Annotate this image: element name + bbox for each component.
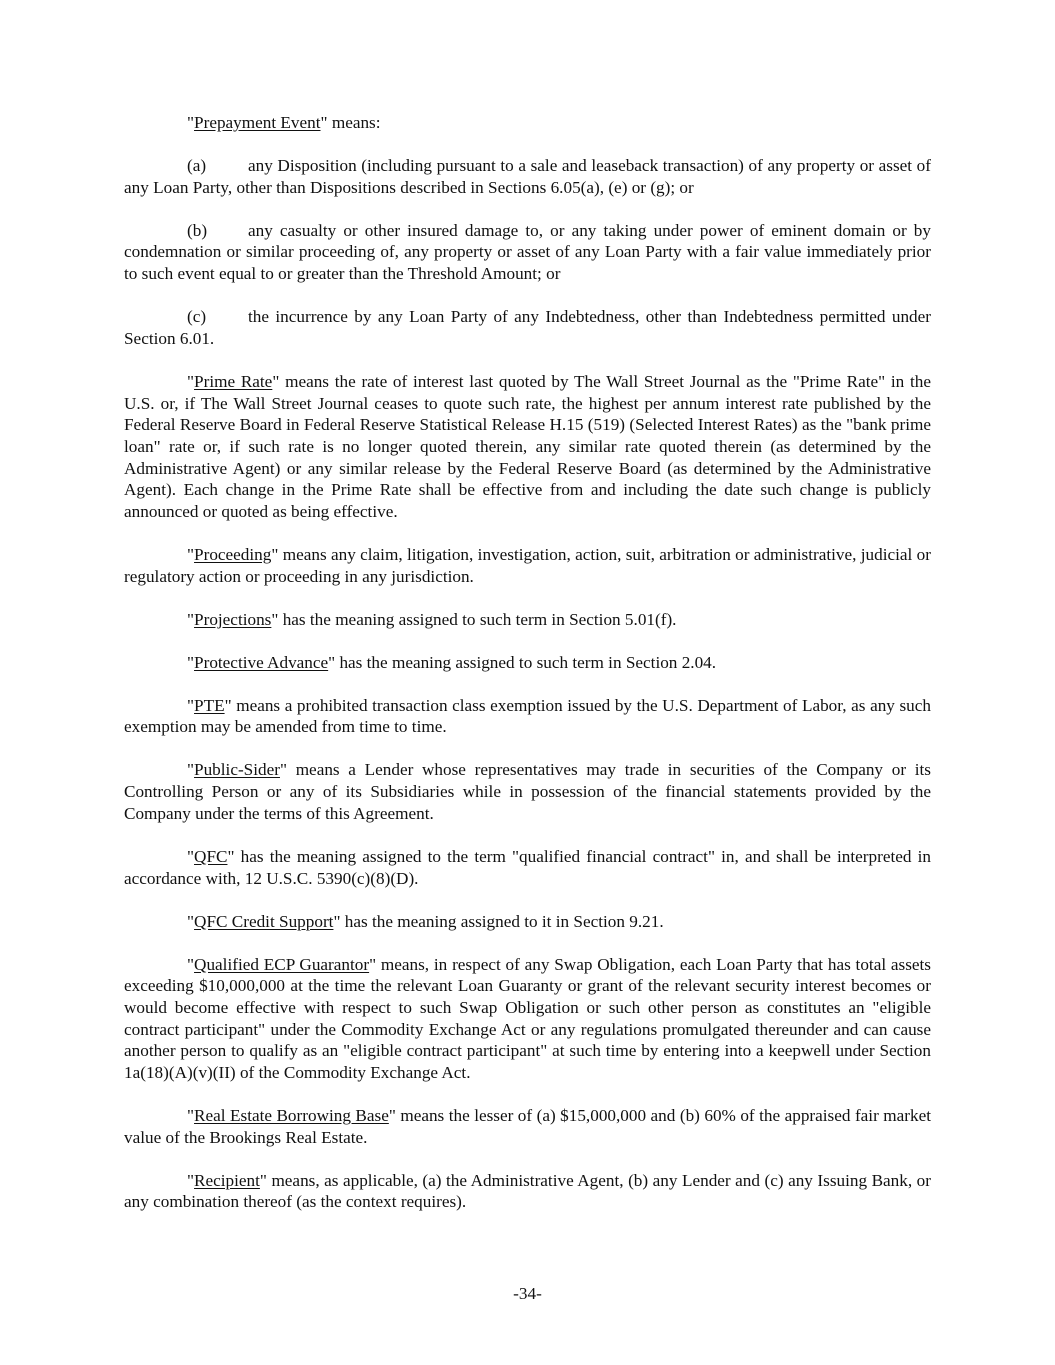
page-number: -34- bbox=[513, 1284, 542, 1303]
defined-term: Protective Advance bbox=[194, 652, 329, 672]
defined-term: Projections bbox=[194, 609, 272, 629]
definition-protective-advance: "Protective Advance" has the meaning assigned to such term in Section 2.04. bbox=[187, 652, 717, 672]
definition-qfc: "QFC" has the meaning assigned to the term "qualified financial contract" in, and shall be interpreted in accordance with, 12 U.S.C. 5390(c)(8)(D). bbox=[124, 846, 931, 888]
definition-qualified-ecp-guarantor: "Qualified ECP Guarantor" means, in respect of any Swap Obligation, each Loan Party that has total assets exceeding $10,000,000 at the time the relevant Loan Guaranty or grant of the relevant security interest becomes or would become effective with respect to such Swap Obligation or such other person as constitutes an "eligible contract participant" under the Commodity Exchange Act or any regulations promulgated thereunder and can cause another person to qualify as an "eligible contract participant" at such time by entering into a keepwell under Section 1a(18)(A)(v)(II) of the Commodity Exchange Act. bbox=[124, 954, 931, 1083]
prepayment-clause-b: (b) any casualty or other insured damage to, or any taking under power of eminent domain or by condemnation or similar proceeding of, any property or asset of any Loan Party with a fair value immediately prior to such event equal to or greater than the Threshold Amount; or bbox=[124, 220, 931, 284]
definition-prime-rate: "Prime Rate" means the rate of interest last quoted by The Wall Street Journal as the "Prime Rate" in the U.S. or, if The Wall Street Journal ceases to quote such rate, the highest per annum interest rate published by the Federal Reserve Board in Federal Reserve Statistical Release H.15 (519) (Selected Interest Rates) as the "bank prime loan" rate or, if such rate is no longer quoted therein, any similar rate quoted therein (as determined by the Administrative Agent) or any similar release by the Federal Reserve Board (as determined by the Administrative Agent). Each change in the Prime Rate shall be effective from and including the date such change is publicly announced or quoted as being effective. bbox=[124, 371, 931, 522]
defined-term: QFC Credit Support bbox=[194, 911, 334, 931]
defined-term: QFC bbox=[194, 846, 228, 866]
definition-prepayment-event: "Prepayment Event" means: bbox=[187, 113, 381, 132]
defined-term: Public-Sider bbox=[194, 760, 280, 780]
definition-public-sider: "Public-Sider" means a Lender whose representatives may trade in securities of the Company or its Controlling Person or any of its Subsidiaries while in possession of the financial statements provided by the Company under the terms of this Agreement. bbox=[124, 760, 931, 823]
definition-projections: "Projections" has the meaning assigned to such term in Section 5.01(f). bbox=[187, 609, 677, 629]
defined-term: Recipient bbox=[194, 1170, 260, 1190]
defined-term: Prime Rate bbox=[194, 371, 273, 391]
definition-proceeding: "Proceeding" means any claim, litigation, investigation, action, suit, arbitration or administrative, judicial or regulatory action or proceeding in any jurisdiction. bbox=[124, 545, 931, 586]
prepayment-clause-a: (a) any Disposition (including pursuant to a sale and leaseback transaction) of any property or asset of any Loan Party, other than Dispositions described in Sections 6.05(a), (e) or (g); or bbox=[124, 156, 931, 197]
document-page bbox=[124, 112, 931, 1234]
defined-term: PTE bbox=[194, 695, 225, 715]
defined-term: Prepayment Event bbox=[194, 113, 321, 132]
prepayment-clause-c: (c) the incurrence by any Loan Party of any Indebtedness, other than Indebtedness permitted under Section 6.01. bbox=[124, 307, 931, 348]
defined-term: Real Estate Borrowing Base bbox=[194, 1106, 389, 1126]
clause-label: (c) bbox=[187, 307, 207, 327]
clause-label: (a) bbox=[187, 156, 207, 175]
clause-label: (b) bbox=[187, 220, 208, 240]
definition-pte: "PTE" means a prohibited transaction class exemption issued by the U.S. Department of Labor, as any such exemption may be amended from time to time. bbox=[124, 695, 931, 737]
definition-real-estate-borrowing-base: "Real Estate Borrowing Base" means the lesser of (a) $15,000,000 and (b) 60% of the appraised fair market value of the Brookings Real Estate. bbox=[124, 1106, 931, 1147]
defined-term: Qualified ECP Guarantor bbox=[194, 954, 370, 974]
definition-qfc-credit-support: "QFC Credit Support" has the meaning assigned to it in Section 9.21. bbox=[187, 911, 664, 931]
defined-term: Proceeding bbox=[194, 545, 272, 565]
definition-recipient: "Recipient" means, as applicable, (a) the Administrative Agent, (b) any Lender and (c) any Issuing Bank, or any combination thereof (as the context requires). bbox=[124, 1170, 931, 1212]
